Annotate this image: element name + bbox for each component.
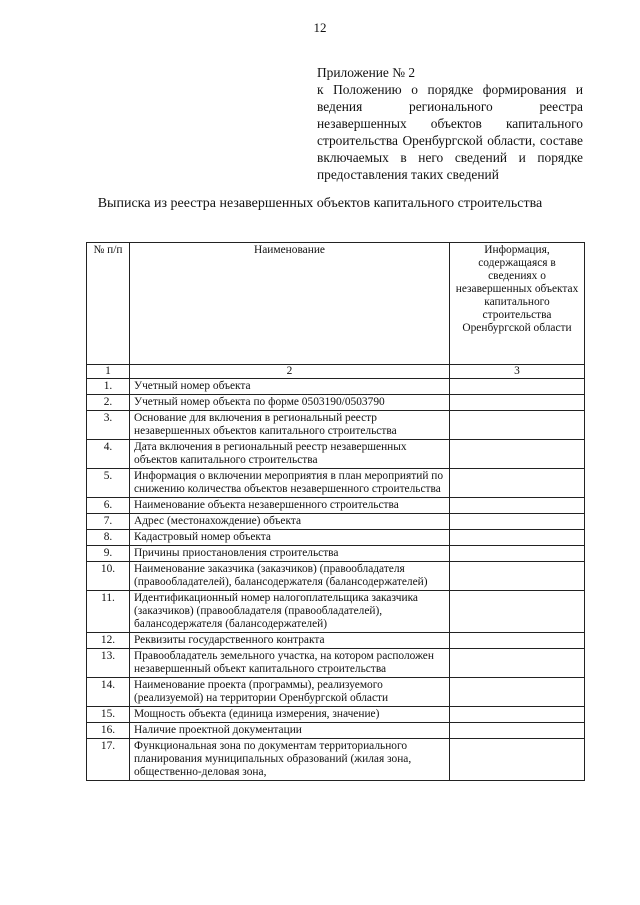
- header-info: Информация, содержащаяся в сведениях о незавершенных объектах капитального строительства Оренбургской области: [450, 243, 585, 365]
- table-row: [87, 440, 585, 469]
- row-number: 5.: [87, 469, 130, 498]
- row-name: Функциональная зона по документам территориального планирования муниципальных образований (жилая зона, общественно-деловая зона,: [130, 739, 450, 781]
- row-name: Идентификационный номер налогоплательщика заказчика (заказчиков) (правообладателя (правообладателей), балансодержателя (балансодержателей): [130, 591, 450, 633]
- header-name: Наименование: [130, 243, 450, 365]
- row-name: Наименование объекта незавершенного строительства: [130, 498, 450, 514]
- registry-table: [86, 242, 585, 781]
- row-value: [450, 395, 585, 411]
- table-row: [87, 723, 585, 739]
- header-number: № п/п: [87, 243, 130, 365]
- row-number: 10.: [87, 562, 130, 591]
- row-value: [450, 530, 585, 546]
- table-row: [87, 498, 585, 514]
- row-name: Реквизиты государственного контракта: [130, 633, 450, 649]
- column-index-row: [87, 365, 585, 379]
- appendix-text: к Положению о порядке формирования и ведения регионального реестра незавершенных объектов капитального строительства Оренбургской области, составе включаемых в него сведений и порядке предоставления таких сведений: [317, 82, 583, 182]
- row-number: 16.: [87, 723, 130, 739]
- table-row: [87, 633, 585, 649]
- row-number: 2.: [87, 395, 130, 411]
- row-number: 6.: [87, 498, 130, 514]
- row-name: Наличие проектной документации: [130, 723, 450, 739]
- row-number: 13.: [87, 649, 130, 678]
- row-number: 17.: [87, 739, 130, 781]
- row-name: Правообладатель земельного участка, на котором расположен незавершенный объект капитального строительства: [130, 649, 450, 678]
- row-value: [450, 649, 585, 678]
- row-number: 9.: [87, 546, 130, 562]
- row-number: 11.: [87, 591, 130, 633]
- row-number: 14.: [87, 678, 130, 707]
- row-value: [450, 498, 585, 514]
- row-number: 8.: [87, 530, 130, 546]
- row-number: 1.: [87, 379, 130, 395]
- row-value: [450, 591, 585, 633]
- row-name: Информация о включении мероприятия в план мероприятий по снижению количества объектов незавершенного строительства: [130, 469, 450, 498]
- row-value: [450, 707, 585, 723]
- row-name: Мощность объекта (единица измерения, значение): [130, 707, 450, 723]
- table-row: [87, 379, 585, 395]
- row-name: Адрес (местонахождение) объекта: [130, 514, 450, 530]
- row-value: [450, 562, 585, 591]
- row-name: Причины приостановления строительства: [130, 546, 450, 562]
- row-number: 15.: [87, 707, 130, 723]
- row-value: [450, 411, 585, 440]
- table-row: [87, 411, 585, 440]
- appendix-block: [317, 64, 583, 183]
- row-value: [450, 514, 585, 530]
- column-index: 2: [130, 365, 450, 379]
- table-row: [87, 678, 585, 707]
- row-value: [450, 739, 585, 781]
- row-name: Кадастровый номер объекта: [130, 530, 450, 546]
- row-name: Наименование заказчика (заказчиков) (правообладателя (правообладателей), балансодержателя (балансодержателей): [130, 562, 450, 591]
- table-row: [87, 530, 585, 546]
- row-value: [450, 469, 585, 498]
- row-name: Учетный номер объекта: [130, 379, 450, 395]
- document-title: Выписка из реестра незавершенных объектов капитального строительства: [97, 196, 543, 211]
- table-header-row: [87, 243, 585, 365]
- appendix-title: Приложение № 2: [317, 65, 416, 80]
- table-row: [87, 707, 585, 723]
- row-name: Наименование проекта (программы), реализуемого (реализуемой) на территории Оренбургской области: [130, 678, 450, 707]
- table-row: [87, 395, 585, 411]
- row-number: 7.: [87, 514, 130, 530]
- table-row: [87, 591, 585, 633]
- row-value: [450, 723, 585, 739]
- row-value: [450, 440, 585, 469]
- row-value: [450, 678, 585, 707]
- table-row: [87, 546, 585, 562]
- table-row: [87, 514, 585, 530]
- table-row: [87, 649, 585, 678]
- row-number: 12.: [87, 633, 130, 649]
- row-value: [450, 633, 585, 649]
- row-number: 4.: [87, 440, 130, 469]
- table-row: [87, 562, 585, 591]
- page-number: 12: [313, 20, 327, 35]
- row-number: 3.: [87, 411, 130, 440]
- row-name: Дата включения в региональный реестр незавершенных объектов капитального строительства: [130, 440, 450, 469]
- table-row: [87, 469, 585, 498]
- column-index: 1: [87, 365, 130, 379]
- row-name: Основание для включения в региональный реестр незавершенных объектов капитального строительства: [130, 411, 450, 440]
- row-name: Учетный номер объекта по форме 0503190/0503790: [130, 395, 450, 411]
- column-index: 3: [450, 365, 585, 379]
- table-row: [87, 739, 585, 781]
- row-value: [450, 379, 585, 395]
- row-value: [450, 546, 585, 562]
